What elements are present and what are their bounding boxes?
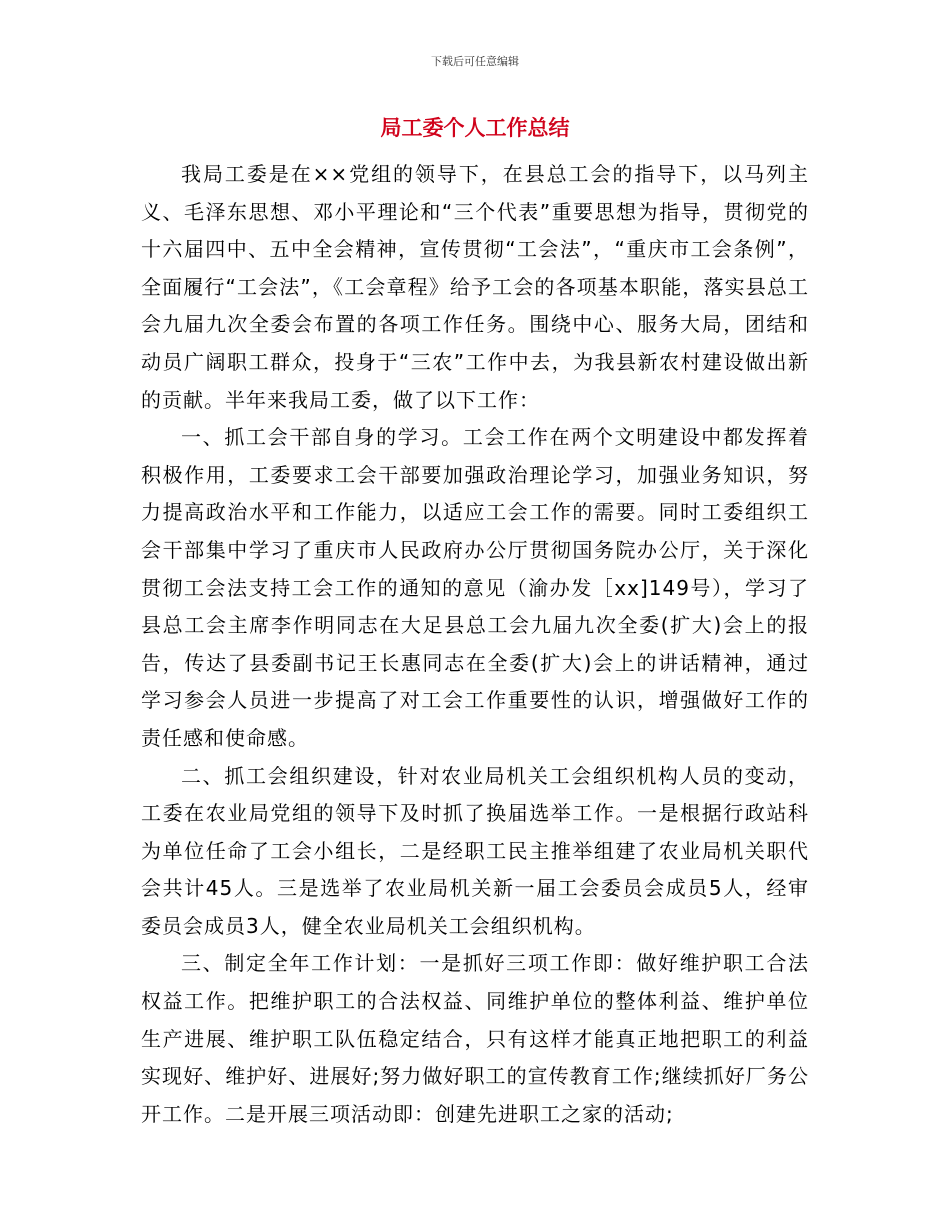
document-body (141, 156, 809, 1133)
paragraph-section-3: 三、制定全年工作计划：一是抓好三项工作即：做好维护职工合法权益工作。把维护职工的合法权益、同维护单位的整体利益、维护单位生产进展、维护职工队伍稳定结合，只有这样才能真正地把职工的利益实现好、维护好、进展好;努力做好职工的宣传教育工作;继续抓好厂务公开工作。二是开展三项活动即：创建先进职工之家的活动; (141, 951, 809, 1126)
header-note: 下载后可任意编辑 (431, 55, 519, 68)
paragraph-section-2: 二、抓工会组织建设，针对农业局机关工会组织机构人员的变动，工委在农业局党组的领导下及时抓了换届选举工作。一是根据行政站科为单位任命了工会小组长，二是经职工民主推举组建了农业局机关职代会共计45人。三是选举了农业局机关新一届工会委员会成员5人，经审委员会成员3人，健全农业局机关工会组织机构。 (141, 763, 809, 938)
paragraph-section-1: 一、抓工会干部自身的学习。工会工作在两个文明建设中都发挥着积极作用，工委要求工会干部要加强政治理论学习，加强业务知识，努力提高政治水平和工作能力，以适应工会工作的需要。同时工委组织工会干部集中学习了重庆市人民政府办公厅贯彻国务院办公厅，关于深化贯彻工会法支持工会工作的通知的意见（渝办发［xx]149号），学习了县总工会主席李作明同志在大足县总工会九届九次全委(扩大)会上的报告，传达了县委副书记王长惠同志在全委(扩大)会上的讲话精神，通过学习参会人员进一步提高了对工会工作重要性的认识，增强做好工作的责任感和使命感。 (141, 425, 809, 750)
paragraph-intro: 我局工委是在××党组的领导下，在县总工会的指导下，以马列主义、毛泽东思想、邓小平理论和“三个代表”重要思想为指导，贯彻党的十六届四中、五中全会精神，宣传贯彻“工会法”，“重庆市工会条例”，全面履行“工会法”，《工会章程》给予工会的各项基本职能，落实县总工会九届九次全委会布置的各项工作任务。围绕中心、服务大局，团结和动员广阔职工群众，投身于“三农”工作中去，为我县新农村建设做出新的贡献。半年来我局工委，做了以下工作： (141, 162, 809, 412)
document-title: 局工委个人工作总结 (380, 116, 570, 140)
